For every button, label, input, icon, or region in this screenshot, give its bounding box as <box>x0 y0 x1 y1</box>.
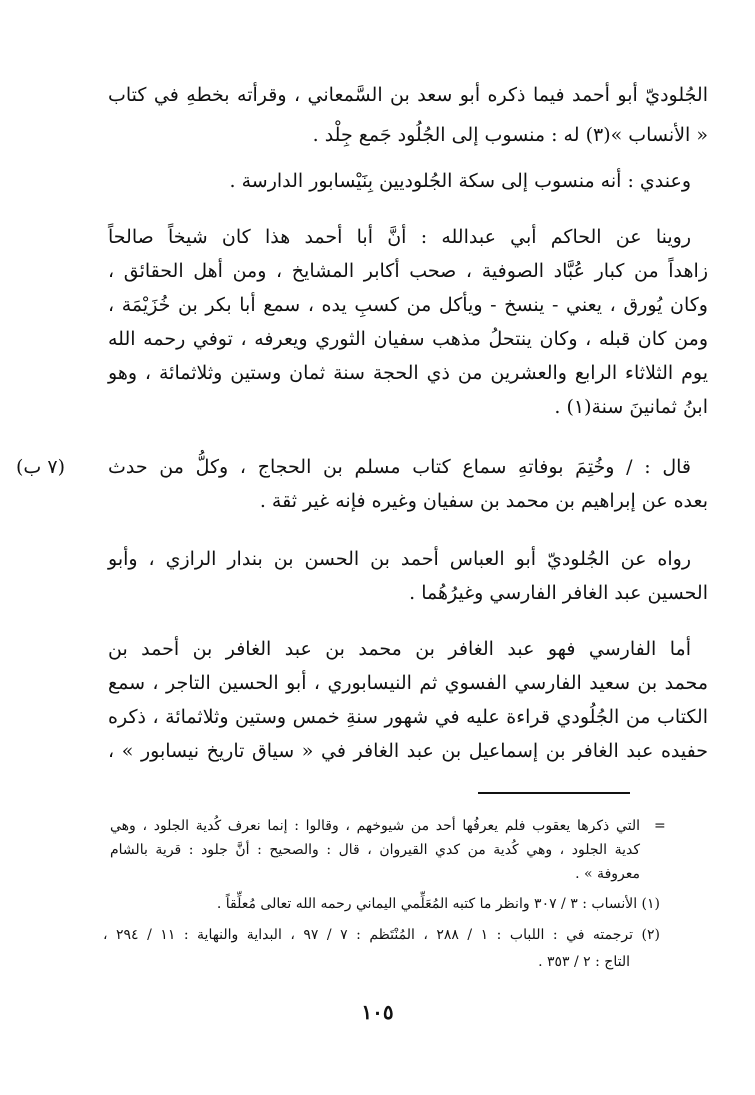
body-line: أما الفارسي فهو عبد الغافر بن محمد بن عبد الغافر بن أحمد بن <box>108 638 691 660</box>
footnote-2: (٢) ترجمته في : اللباب : ١ / ٢٨٨ ، المُنْتَظم : ٧ / ٩٧ ، البداية والنهاية : ١١ / ٢٩٤ ، <box>103 927 660 943</box>
body-line: ابنُ ثمانينَ سنة(١) . <box>554 396 708 418</box>
body-line: « الأنساب »(٣) له : منسوب إلى الجُلُود جَمع جِلْد . <box>312 124 708 146</box>
manuscript-folio-marker: (٧ ب) <box>16 456 65 478</box>
footnote-line: التاج : ٢ / ٣٥٣ . <box>538 954 630 970</box>
body-line: حفيده عبد الغافر بن إسماعيل بن عبد الغافر في « سياق تاريخ نيسابور » ، <box>108 740 708 762</box>
footnote-line: كدية الجلود ، وهي كُدية من كدي القيروان ، قال : والصحيح : أنَّ جلود : قرية بالشام <box>110 842 640 858</box>
body-line: زاهداً من كبار عُبَّاد الصوفية ، صحب أكابر المشايخ ، ومن أهل الحقائق ، <box>108 260 708 282</box>
body-line: وعندي : أنه منسوب إلى سكة الجُلوديين بِنَيْسابور الدارسة . <box>229 170 691 192</box>
body-line: ومن كان قبله ، وكان ينتحلُ مذهب سفيان الثوري ويعرفه ، توفي رحمه الله <box>108 328 708 350</box>
body-line: الكتاب من الجُلُودي قراءة عليه في شهور سنةِ خمس وستين وثلاثمائة ، ذكره <box>108 706 708 728</box>
body-line: رواه عن الجُلوديّ أبو العباس أحمد بن الحسن بن بندار الرازي ، وأبو <box>108 548 691 570</box>
footnote-separator <box>478 792 630 794</box>
footnote-1: (١) الأنساب : ٣ / ٣٠٧ وانظر ما كتبه المُعَلِّمي اليماني رحمه الله تعالى مُعلِّقاً . <box>216 896 660 912</box>
body-line: قال : / وخُتِمَ بوفاتهِ سماع كتاب مسلم بن الحجاج ، وكلُّ من حدث <box>108 456 691 478</box>
body-line: بعده عن إبراهيم بن محمد بن سفيان وغيره فإنه غير ثقة . <box>259 490 708 512</box>
footnote-continuation-mark: = <box>654 818 666 834</box>
body-line: يوم الثلاثاء الرابع والعشرين من ذي الحجة سنة ثمان وستين وثلاثمائة ، وهو <box>108 362 708 384</box>
body-line: وكان يُورق ، يعني - ينسخ - ويأكل من كسبِ يده ، سمع أبا بكر بن خُزَيْمَة ، <box>108 294 708 316</box>
body-line: روينا عن الحاكم أبي عبدالله : أنَّ أبا أحمد هذا كان شيخاً صالحاً <box>108 226 691 248</box>
footnote-line: التي ذكرها يعقوب فلم يعرفُها أحد من شيوخهم ، وقالوا : إنما نعرف كُدية الجلود ، وهي <box>110 818 640 834</box>
body-line: الجُلوديّ أبو أحمد فيما ذكره أبو سعد بن السَّمعاني ، وقرأته بخطهِ في كتاب <box>108 84 708 106</box>
footnote-line: معروفة » . <box>575 866 640 882</box>
body-line: الحسين عبد الغافر الفارسي وغيرُهُما . <box>409 582 708 604</box>
body-line: محمد بن سعيد الفارسي الفسوي ثم النيسابوري ، أبو الحسين التاجر ، سمع <box>108 672 708 694</box>
page-number: ١٠٥ <box>361 1000 394 1024</box>
